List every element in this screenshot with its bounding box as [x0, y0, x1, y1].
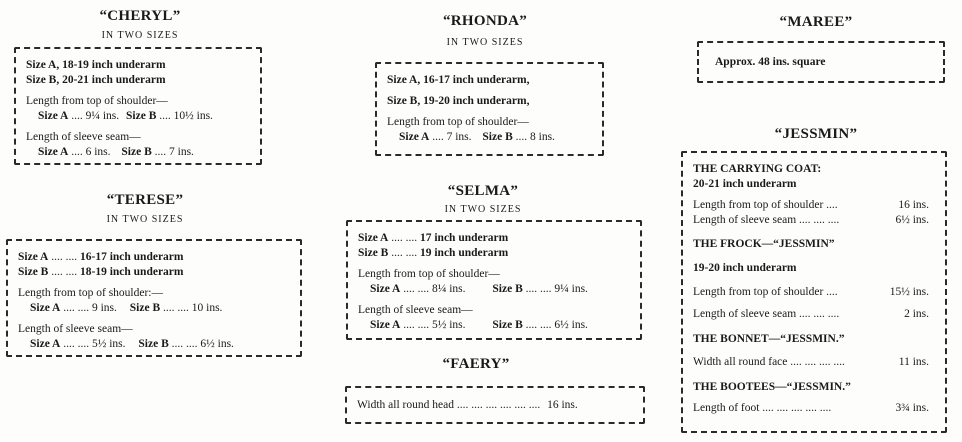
terese-sleeve-a-value: .... .... 5½ ins. [63, 338, 126, 350]
cheryl-sleeve-row [26, 145, 250, 160]
jessmin-bootees-value: 3¾ ins. [895, 402, 929, 414]
rhonda-size-b: Size B, 19-20 inch underarm, [387, 95, 530, 107]
terese-shoulder-row [18, 301, 290, 316]
jessmin-coat-shoulder-value: 16 ins. [898, 199, 929, 211]
selma-title: “SELMA” [447, 183, 519, 199]
selma-sleeve-b-label: Size B [492, 319, 523, 331]
selma-size-b [358, 246, 630, 261]
rhonda-size-a: Size A, 16-17 inch underarm, [387, 74, 530, 86]
jessmin-frock-sleeve-value: 2 ins. [904, 308, 929, 320]
selma-shoulder-b-value: .... .... 9¼ ins. [525, 283, 588, 295]
selma-sleeve-label: Length of sleeve seam— [358, 304, 473, 316]
terese-sleeve-a-label: Size A [30, 338, 61, 350]
terese-size-b-value: 18-19 inch underarm [79, 266, 184, 278]
terese-sleeve-label: Length of sleeve seam— [18, 323, 133, 335]
selma-subtitle: IN TWO SIZES [444, 204, 522, 215]
selma-size-a [358, 231, 630, 246]
terese-size-b-dots: .... .... [51, 266, 78, 278]
selma-size-a-dots: .... .... [391, 232, 418, 244]
selma-size-a-label: Size A [358, 232, 389, 244]
selma-box [346, 220, 642, 340]
cheryl-sleeve-b-value: .... 7 ins. [154, 146, 194, 158]
cheryl-size-b: Size B, 20-21 inch underarm [26, 74, 166, 86]
jessmin-coat-sleeve-value: 6½ ins. [895, 214, 929, 226]
cheryl-shoulder-b-label: Size B [126, 110, 157, 122]
jessmin-box [681, 151, 947, 433]
jessmin-bootees-heading: THE BOOTEES—“JESSMIN.” [693, 381, 851, 393]
terese-shoulder-label: Length from top of shoulder:— [18, 287, 164, 299]
jessmin-coat-shoulder-label: Length from top of shoulder .... [693, 199, 838, 211]
terese-shoulder-a-label: Size A [30, 302, 61, 314]
jessmin-frock-heading: THE FROCK—“JESSMIN” [693, 238, 835, 250]
cheryl-box [14, 47, 262, 165]
jessmin-bonnet-value: 11 ins. [898, 356, 929, 368]
jessmin-coat-sleeve-label: Length of sleeve seam .... .... .... [693, 214, 840, 226]
cheryl-title: “CHERYL” [99, 8, 181, 24]
jessmin-bonnet-heading: THE BONNET—“JESSMIN.” [693, 333, 845, 345]
selma-size-b-dots: .... .... [391, 247, 418, 259]
faery-row [357, 398, 633, 413]
rhonda-shoulder-a-value: .... 7 ins. [432, 131, 472, 143]
selma-sleeve-row [358, 318, 630, 333]
terese-subtitle: IN TWO SIZES [106, 214, 184, 225]
rhonda-shoulder-row [387, 130, 592, 145]
terese-size-b [18, 265, 290, 280]
jessmin-coat-shoulder [693, 198, 929, 213]
cheryl-sleeve-b-label: Size B [121, 146, 152, 158]
jessmin-bootees-row [693, 401, 929, 416]
selma-shoulder-a-label: Size A [370, 283, 401, 295]
terese-size-a-label: Size A [18, 251, 49, 263]
rhonda-shoulder-label: Length from top of shoulder— [387, 116, 529, 128]
cheryl-sleeve-a-value: .... 6 ins. [71, 146, 111, 158]
jessmin-frock-sleeve-label: Length of sleeve seam .... .... .... [693, 308, 840, 320]
terese-size-a-dots: .... .... [51, 251, 78, 263]
maree-title: “MAREE” [779, 14, 853, 30]
cheryl-shoulder-label: Length from top of shoulder— [26, 95, 168, 107]
terese-shoulder-b-label: Size B [129, 302, 161, 314]
selma-shoulder-a-value: .... .... 8¼ ins. [403, 283, 466, 295]
faery-value: 16 ins. [547, 399, 578, 411]
terese-sleeve-b-value: .... .... 6½ ins. [171, 338, 234, 350]
cheryl-shoulder-b-value: .... 10½ ins. [159, 110, 213, 122]
maree-line: Approx. 48 ins. square [715, 56, 826, 68]
rhonda-shoulder-a-label: Size A [399, 131, 430, 143]
selma-shoulder-row [358, 282, 630, 297]
selma-size-b-value: 19 inch underarm [419, 247, 509, 259]
faery-box [345, 386, 645, 424]
selma-size-a-value: 17 inch underarm [419, 232, 509, 244]
faery-title: “FAERY” [442, 356, 510, 372]
selma-sleeve-a-value: .... .... 5½ ins. [403, 319, 466, 331]
terese-sleeve-row [18, 337, 290, 352]
jessmin-bootees-label: Length of foot .... .... .... .... .... [693, 402, 832, 414]
cheryl-sleeve-a-label: Size A [38, 146, 69, 158]
jessmin-frock-size: 19-20 inch underarm [693, 262, 797, 274]
terese-box [6, 239, 302, 357]
jessmin-title: “JESSMIN” [774, 126, 858, 142]
terese-size-a-value: 16-17 inch underarm [79, 251, 184, 263]
terese-title: “TERESE” [106, 192, 184, 208]
rhonda-box [375, 62, 604, 156]
terese-shoulder-b-value: .... .... 10 ins. [163, 302, 223, 314]
selma-shoulder-b-label: Size B [492, 283, 523, 295]
jessmin-frock-shoulder-value: 15½ ins. [889, 286, 929, 298]
cheryl-shoulder-row [26, 109, 250, 124]
rhonda-title: “RHONDA” [442, 13, 528, 29]
jessmin-frock-shoulder-label: Length from top of shoulder .... [693, 286, 838, 298]
rhonda-shoulder-b-value: .... 8 ins. [515, 131, 555, 143]
cheryl-subtitle: IN TWO SIZES [101, 30, 179, 41]
jessmin-coat-size: 20-21 inch underarm [693, 178, 797, 190]
selma-shoulder-label: Length from top of shoulder— [358, 268, 500, 280]
terese-shoulder-a-value: .... .... 9 ins. [63, 302, 117, 314]
rhonda-subtitle: IN TWO SIZES [446, 37, 524, 48]
jessmin-frock-sleeve [693, 307, 929, 322]
jessmin-bonnet-label: Width all round face .... .... .... .... [693, 356, 845, 368]
selma-size-b-label: Size B [358, 247, 389, 259]
jessmin-coat-sleeve [693, 213, 929, 228]
maree-box [697, 41, 945, 83]
terese-sleeve-b-label: Size B [138, 338, 169, 350]
terese-size-b-label: Size B [18, 266, 49, 278]
cheryl-size-a: Size A, 18-19 inch underarm [26, 59, 166, 71]
cheryl-shoulder-a-value: .... 9¼ ins. [71, 110, 120, 122]
selma-sleeve-b-value: .... .... 6½ ins. [525, 319, 588, 331]
jessmin-coat-heading: THE CARRYING COAT: [693, 163, 822, 175]
terese-size-a [18, 250, 290, 265]
cheryl-sleeve-label: Length of sleeve seam— [26, 131, 141, 143]
cheryl-shoulder-a-label: Size A [38, 110, 69, 122]
selma-sleeve-a-label: Size A [370, 319, 401, 331]
jessmin-bonnet-row [693, 355, 929, 370]
faery-label: Width all round head .... .... .... .... .... .... [357, 399, 541, 411]
jessmin-frock-shoulder [693, 285, 929, 300]
rhonda-shoulder-b-label: Size B [482, 131, 513, 143]
